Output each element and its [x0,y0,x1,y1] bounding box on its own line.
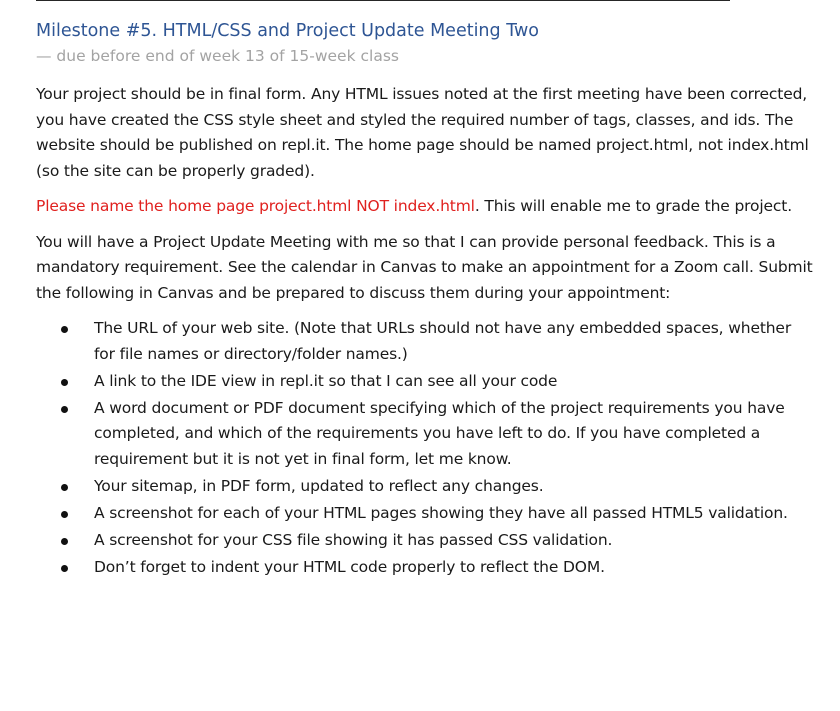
list-item-text: The URL of your web site. (Note that URLs should not have any embedded spaces, whether for file names or directory/folder names.) [94,319,792,363]
project-status-paragraph: Your project should be in final form. Any HTML issues noted at the first meeting have been corrected, you have created the CSS style sheet and styled the required number of tags, classes, and ids. The website should be published on repl.it. The home page should be named project.html, not index.html (so the site can be properly graded). [36,85,809,180]
document-body [36,18,816,582]
top-divider [36,0,730,1]
bullet-icon [61,538,68,545]
list-item [58,396,816,473]
list-item-text: Don’t forget to indent your HTML code properly to reflect the DOM. [94,557,605,576]
list-item-text: A link to the IDE view in repl.it so that I can see all your code [94,371,558,390]
list-item [58,528,816,554]
list-item-text: A word document or PDF document specifying which of the project requirements you have completed, and which of the requirements you have left to do. If you have completed a requirement but it is not yet in final form, let me know. [94,398,785,468]
bullet-icon [61,326,68,333]
bullet-icon [61,379,68,386]
submission-list [36,316,816,580]
due-date-subheading: — due before end of week 13 of 15-week class [36,47,399,65]
bullet-icon [61,511,68,518]
milestone-heading: Milestone #5. HTML/CSS and Project Update Meeting Two [36,21,540,41]
list-item-text: A screenshot for your CSS file showing it has passed CSS validation. [94,530,613,549]
list-item [58,501,816,527]
list-item [58,555,816,581]
list-item [58,316,816,367]
home-page-notice-paragraph [36,194,816,220]
home-page-notice-rest: . This will enable me to grade the project. [474,197,792,215]
bullet-icon [61,406,68,413]
list-item [58,369,816,395]
home-page-warning: Please name the home page project.html NOT index.html [36,197,475,215]
meeting-paragraph: You will have a Project Update Meeting with me so that I can provide personal feedback. This is a mandatory requirement. See the calendar in Canvas to make an appointment for a Zoom call. Submit the following in Canvas and be prepared to discuss them during your appointment: [36,232,813,302]
bullet-icon [61,565,68,572]
list-item [58,474,816,500]
list-item-text: Your sitemap, in PDF form, updated to reflect any changes. [94,476,544,495]
list-item-text: A screenshot for each of your HTML pages showing they have all passed HTML5 validation. [94,503,788,522]
bullet-icon [61,484,68,491]
